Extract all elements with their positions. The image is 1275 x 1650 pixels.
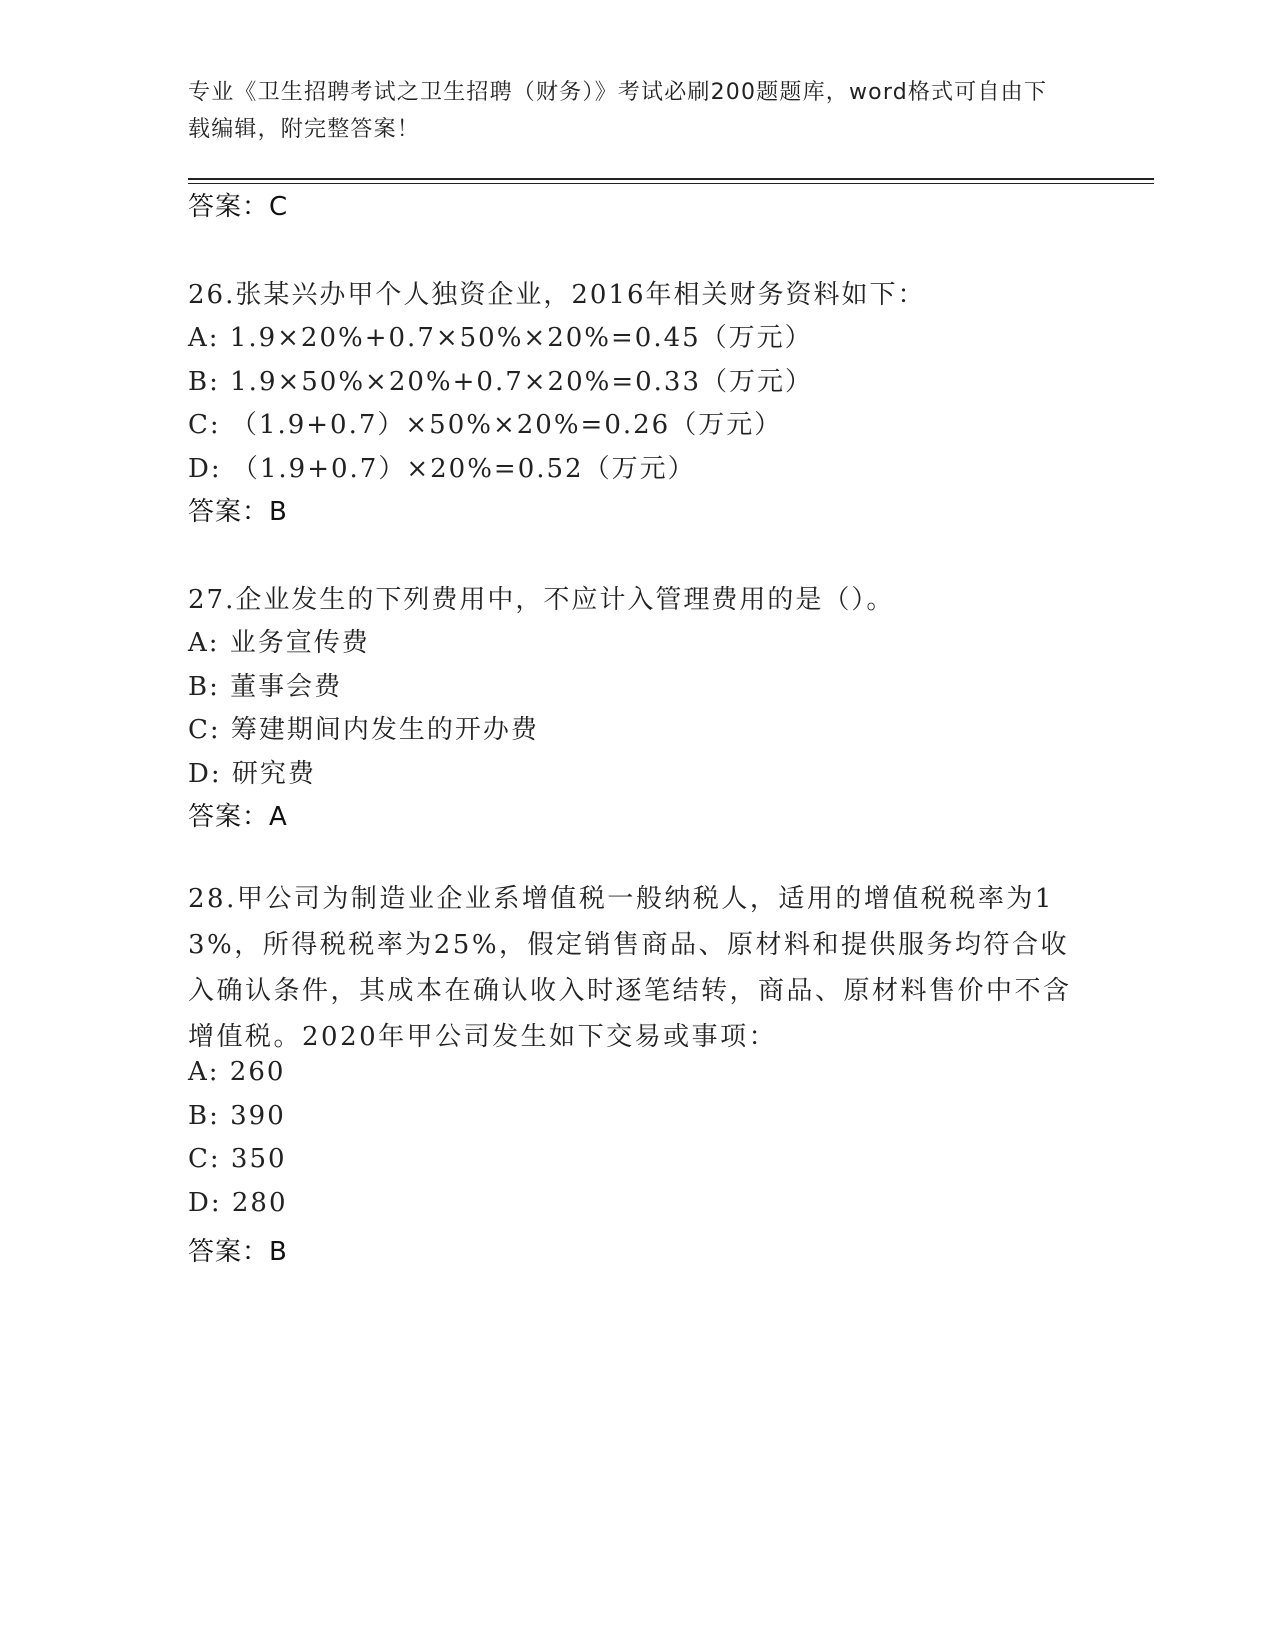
option-c-27: C: 筹建期间内发生的开办费 [188,715,539,745]
option-d-28: D: 280 [188,1188,288,1218]
answer-line-q28: 答案：B [188,1237,288,1267]
option-c-28: C: 350 [188,1144,287,1174]
option-c-26: C: （1.9+0.7）×50%×20%=0.26（万元） [188,410,783,440]
option-d-27: D: 研究费 [188,759,316,789]
question-stem-26: 26.张某兴办甲个人独资企业，2016年相关财务资料如下： [188,280,926,310]
option-b-27: B: 董事会费 [188,672,343,702]
option-a-28: A: 260 [188,1057,286,1087]
document-header: 专业《卫生招聘考试之卫生招聘（财务）》考试必刷200题题库，word格式可自由下载编辑，附完整答案！ [188,80,1048,142]
answer-line-q26: 答案：B [188,497,288,527]
option-b-28: B: 390 [188,1101,286,1131]
answer-line-q25: 答案：C [188,192,289,222]
header-divider-thin [188,183,1154,184]
option-d-26: D: （1.9+0.7）×20%=0.52（万元） [188,454,696,484]
question-stem-27: 27.企业发生的下列费用中，不应计入管理费用的是（）。 [188,585,895,615]
option-a-26: A: 1.9×20%+0.7×50%×20%=0.45（万元） [188,323,813,353]
answer-line-q27: 答案：A [188,802,288,832]
header-divider-thick [188,178,1154,180]
option-b-26: B: 1.9×50%×20%+0.7×20%=0.33（万元） [188,367,814,397]
question-stem-28: 28.甲公司为制造业企业系增值税一般纳税人，适用的增值税税率为13%，所得税税率为25%，假定销售商品、原材料和提供服务均符合收入确认条件，其成本在确认收入时逐笔结转，商品、原材料售价中不含增值税。2020年甲公司发生如下交易或事项： [188,884,1072,1052]
option-a-27: A: 业务宣传费 [188,628,370,658]
